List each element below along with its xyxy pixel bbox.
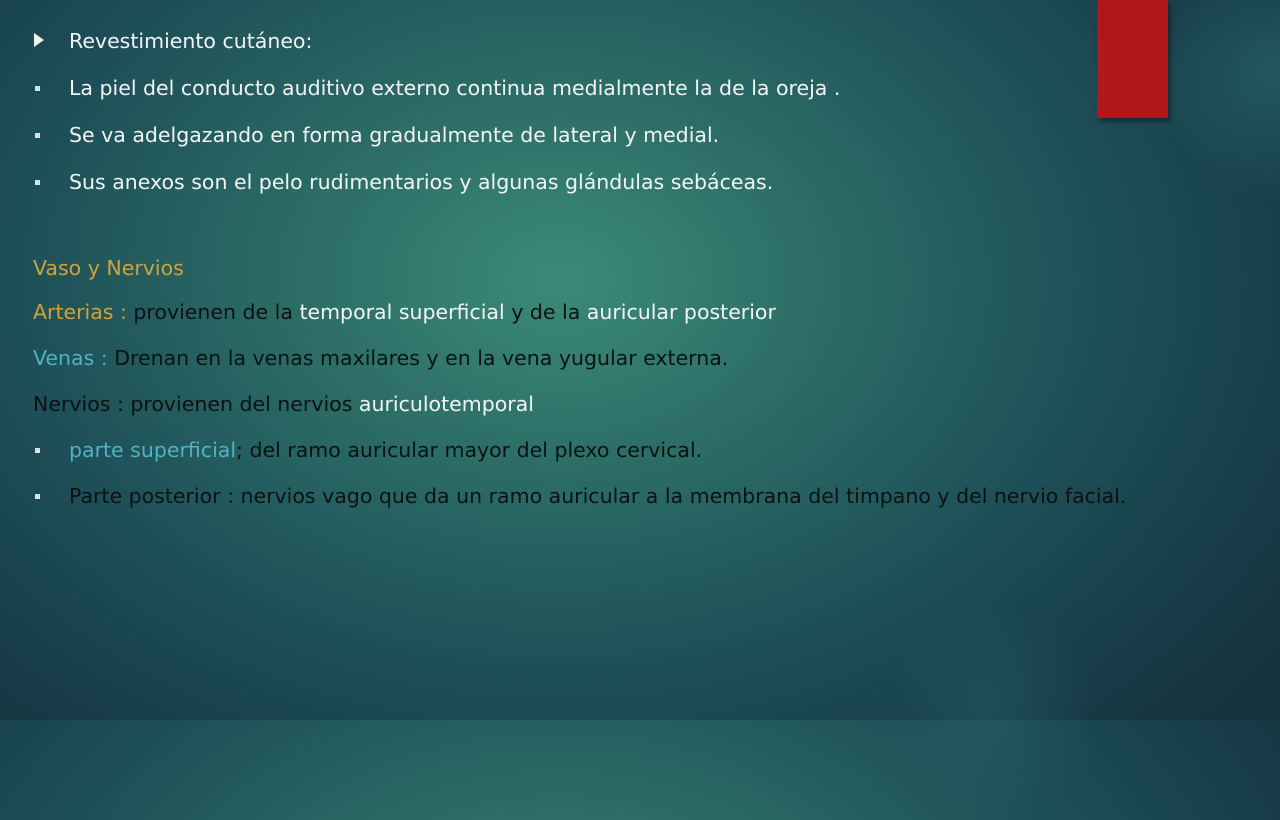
venas-label: Venas : — [33, 346, 108, 370]
red-accent-bar — [1097, 0, 1168, 118]
arterias-text-2: y de la — [504, 300, 587, 324]
square-bullet-icon — [35, 133, 40, 138]
bullet-item-1: La piel del conducto auditivo externo continua medialmente la de la oreja . — [69, 76, 841, 100]
arterias-text-1: provienen de la — [126, 300, 300, 324]
square-bullet-icon — [35, 86, 40, 91]
background-glow-bottom — [880, 600, 1100, 820]
bullet-item-2: Se va adelgazando en forma gradualmente de lateral y medial. — [69, 123, 720, 147]
sub-item-1-highlight: parte superficial — [69, 438, 237, 462]
background-glow-top-right — [1150, 0, 1280, 200]
venas-text: Drenan en la venas maxilares y en la vena yugular externa. — [107, 346, 729, 370]
bullet-item-3: Sus anexos son el pelo rudimentarios y algunas glándulas sebáceas. — [69, 170, 774, 194]
arterias-highlight-1: temporal superficial — [299, 300, 505, 324]
sub-item-2: Parte posterior : nervios vago que da un ramo auricular a la membrana del timpano y del nervio facial. — [69, 484, 1127, 508]
nervios-highlight: auriculotemporal — [358, 392, 534, 416]
nervios-line — [33, 392, 534, 416]
arterias-highlight-2: auricular posterior — [586, 300, 776, 324]
arterias-line — [33, 300, 776, 324]
square-bullet-icon — [35, 448, 40, 453]
square-bullet-icon — [35, 180, 40, 185]
heading-revestimiento: Revestimiento cutáneo: — [69, 29, 313, 53]
arterias-label: Arterias : — [33, 300, 127, 324]
sub-item-1-text: ; del ramo auricular mayor del plexo cervical. — [236, 438, 703, 462]
arrow-bullet-icon — [34, 33, 44, 47]
nervios-text: Nervios : provienen del nervios — [33, 392, 359, 416]
section-title: Vaso y Nervios — [33, 256, 184, 280]
square-bullet-icon — [35, 494, 40, 499]
sub-item-1 — [69, 438, 702, 462]
venas-line — [33, 346, 728, 370]
